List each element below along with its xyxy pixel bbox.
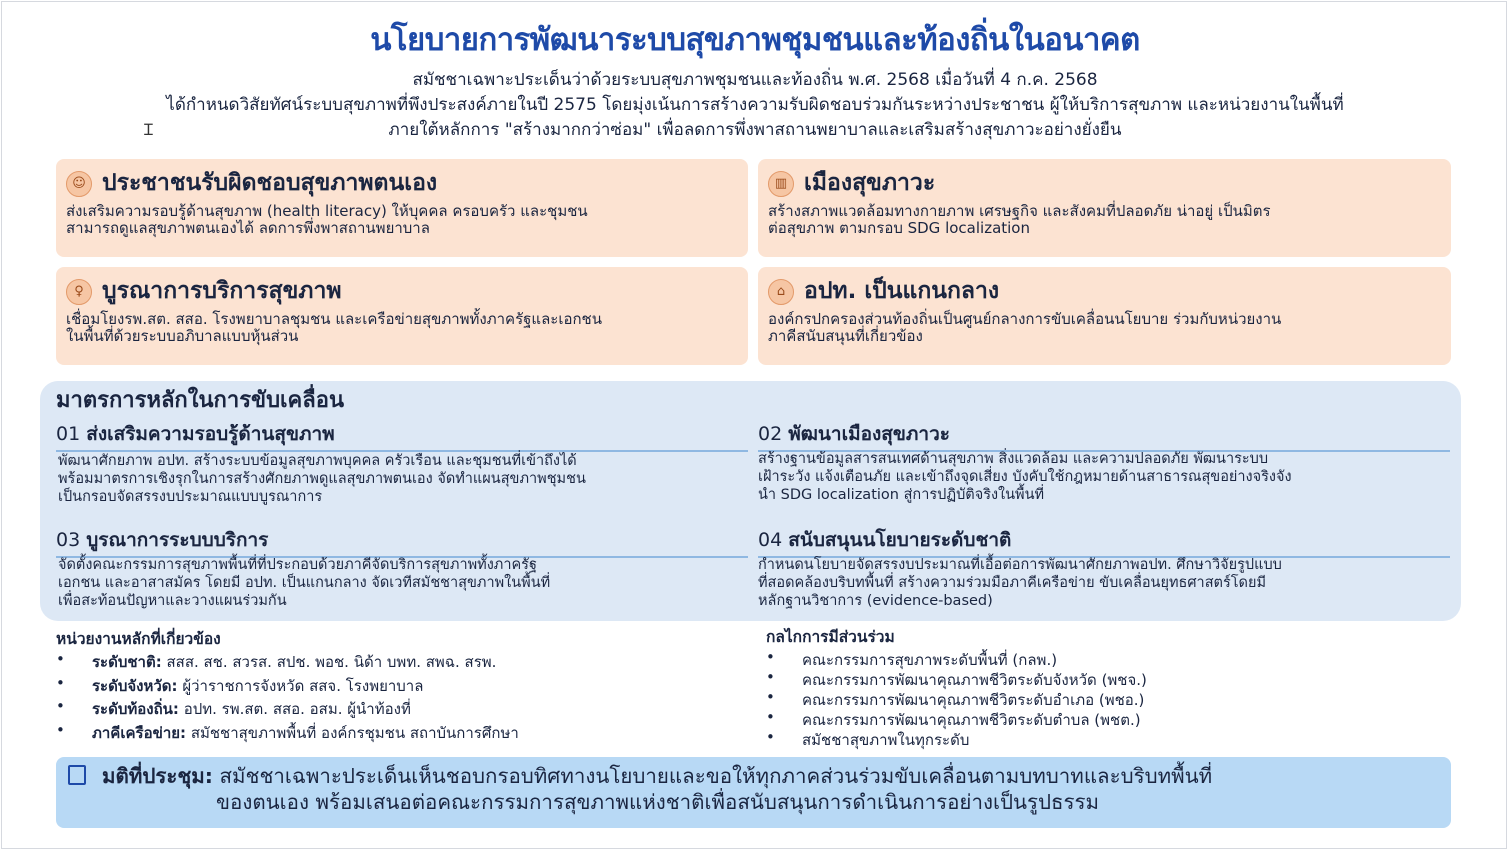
agency-members: สมัชชาสุขภาพพื้นที่ องค์กรชุมชน สถาบันการศึกษา — [190, 723, 519, 742]
list-item — [56, 650, 736, 674]
agency-members: อปท. รพ.สต. สสอ. อสม. ผู้นำท้องที่ — [183, 700, 411, 718]
mechanisms-list — [766, 648, 1446, 748]
pillar-desc-line: สามารถดูแลสุขภาพตนเองได้ ลดการพึ่งพาสถานพยาบาล — [66, 219, 430, 237]
page-title: นโยบายการพัฒนาระบบสุขภาพชุมชนและท้องถิ่นในอนาคต — [370, 22, 1140, 58]
measure-number: 03 — [56, 529, 81, 551]
pillar-desc-line: ต่อสุขภาพ ตามกรอบ SDG localization — [768, 219, 1030, 237]
people-icon: ☺ — [66, 171, 92, 197]
pillar-desc-line: สร้างสภาพแวดล้อมทางกายภาพ เศรษฐกิจ และสังคมที่ปลอดภัย น่าอยู่ เป็นมิตร — [768, 202, 1271, 220]
pillar-card-healthy-city — [758, 159, 1451, 257]
measure-heading-03 — [56, 525, 748, 558]
measure-number: 02 — [758, 423, 783, 445]
agency-level: ระดับชาติ: — [92, 653, 162, 671]
resolution-box — [56, 757, 1451, 828]
resolution-line-2: ของตนเอง พร้อมเสนอต่อคณะกรรมการสุขภาพแห่งชาติเพื่อสนับสนุนการดำเนินการอย่างเป็นรูปธรรม — [216, 790, 1100, 814]
agency-level: ระดับจังหวัด: — [92, 676, 178, 695]
measure-desc-line: สร้างฐานข้อมูลสารสนเทศด้านสุขภาพ สิ่งแวดล้อม และความปลอดภัย พัฒนาระบบ — [758, 451, 1269, 467]
resolution-line-1: สมัชชาเฉพาะประเด็นเห็นชอบกรอบทิศทางนโยบายและขอให้ทุกภาคส่วนร่วมขับเคลื่อนตามบทบาทและบริบทพื้นที่ — [219, 764, 1213, 788]
measure-desc-line: กำหนดนโยบายจัดสรรงบประมาณที่เอื้อต่อการพัฒนาศักยภาพอปท. ศึกษาวิจัยรูปแบบ — [758, 557, 1282, 573]
list-item — [56, 721, 736, 745]
mechanism-text: คณะกรรมการสุขภาพระดับพื้นที่ (กลพ.) — [802, 651, 1058, 669]
measure-desc-line: พัฒนาศักยภาพ อปท. สร้างระบบข้อมูลสุขภาพบุคคล ครัวเรือน และชุมชนที่เข้าถึงได้ — [58, 453, 577, 469]
bullet-icon: • — [766, 728, 775, 746]
mechanism-text: สมัชชาสุขภาพในทุกระดับ — [802, 731, 970, 749]
mechanism-text: คณะกรรมการพัฒนาคุณภาพชีวิตระดับตำบล (พชต.) — [802, 711, 1141, 729]
measure-desc-04 — [758, 556, 1282, 610]
government-building-icon: ⌂ — [768, 279, 794, 305]
resolution-text — [102, 763, 1212, 815]
pillar-desc — [66, 203, 588, 237]
subtitle-line-3: ภายใต้หลักการ "สร้างมากกว่าซ่อม" เพื่อลดการพึ่งพาสถานพยาบาลและเสริมสร้างสุขภาวะอย่างยั่งยืน — [388, 120, 1122, 140]
subtitle-line-2: ได้กำหนดวิสัยทัศน์ระบบสุขภาพที่พึงประสงค์ภายในปี 2575 โดยมุ่งเน้นการสร้างความรับผิดชอบร่วมกันระหว่างประชาชน ผู้ให้บริการสุขภาพ และหน่วยงานในพื้นที่ — [166, 95, 1344, 115]
measure-desc-line: เอกชน และอาสาสมัคร โดยมี อปท. เป็นแกนกลาง จัดเวทีสมัชชาสุขภาพในพื้นที่ — [58, 575, 551, 591]
list-item — [766, 668, 1446, 688]
measure-desc-line: เป็นกรอบจัดสรรงบประมาณแบบบูรณาการ — [58, 489, 323, 505]
pillar-card-local-government — [758, 267, 1451, 365]
agency-level: ระดับท้องถิ่น: — [92, 700, 179, 718]
measure-desc-line: หลักฐานวิชาการ (evidence-based) — [758, 593, 993, 609]
bullet-icon: • — [766, 648, 775, 666]
list-item — [766, 728, 1446, 748]
bullet-icon: • — [766, 708, 775, 726]
pillar-card-people — [56, 159, 748, 257]
agencies-list — [56, 650, 736, 744]
measure-desc-line: เพื่อสะท้อนปัญหาและวางแผนร่วมกัน — [58, 593, 287, 609]
mechanism-text: คณะกรรมการพัฒนาคุณภาพชีวิตระดับอำเภอ (พชอ.) — [802, 691, 1145, 709]
pillar-desc-line: ในพื้นที่ด้วยระบบอภิบาลแบบหุ้นส่วน — [66, 327, 299, 345]
pillar-title: ประชาชนรับผิดชอบสุขภาพตนเอง — [102, 170, 438, 196]
measure-label: บูรณาการระบบบริการ — [86, 529, 269, 551]
agency-level: ภาคีเครือข่าย: — [92, 723, 187, 742]
pillar-title: บูรณาการบริการสุขภาพ — [102, 278, 342, 304]
agency-members: สสส. สช. สวรส. สปช. พอช. นิด้า บพท. สพฉ. สรพ. — [166, 653, 497, 671]
note-icon — [68, 765, 86, 785]
list-item — [56, 697, 736, 721]
measure-desc-03 — [58, 556, 550, 610]
measure-desc-01 — [58, 452, 586, 506]
measure-heading-01 — [56, 419, 748, 452]
bullet-icon: • — [766, 688, 775, 706]
bullet-icon: • — [766, 668, 775, 686]
measure-label: สนับสนุนนโยบายระดับชาติ — [788, 529, 1012, 551]
text-cursor-icon: Ɪ — [144, 120, 153, 139]
pillar-desc-line: ส่งเสริมความรอบรู้ด้านสุขภาพ (health literacy) ให้บุคคล ครอบครัว และชุมชน — [66, 202, 588, 220]
pillar-desc-line: ภาคีสนับสนุนที่เกี่ยวข้อง — [768, 327, 923, 345]
pillar-desc — [66, 311, 602, 345]
bullet-icon: • — [56, 673, 65, 692]
measure-label: พัฒนาเมืองสุขภาวะ — [788, 423, 950, 445]
pillar-desc — [768, 203, 1271, 237]
measure-label: ส่งเสริมความรอบรู้ด้านสุขภาพ — [86, 423, 335, 445]
measures-title: มาตรการหลักในการขับเคลื่อน — [56, 388, 344, 413]
list-item — [56, 674, 736, 698]
measure-heading-04 — [758, 525, 1450, 558]
bullet-icon: • — [56, 697, 65, 715]
subtitle-line-1: สมัชชาเฉพาะประเด็นว่าด้วยระบบสุขภาพชุมชนและท้องถิ่น พ.ศ. 2568 เมื่อวันที่ 4 ก.ค. 2568 — [412, 70, 1098, 90]
measure-desc-line: จัดตั้งคณะกรรมการสุขภาพพื้นที่ที่ประกอบด้วยภาคีจัดบริการสุขภาพทั้งภาครัฐ — [58, 557, 537, 573]
measure-desc-line: ที่สอดคล้องบริบทพื้นที่ สร้างความร่วมมือภาคีเครือข่าย ขับเคลื่อนยุทธศาสตร์โดยมี — [758, 575, 1267, 591]
pillar-desc-line: เชื่อมโยงรพ.สต. สสอ. โรงพยาบาลชุมชน และเครือข่ายสุขภาพทั้งภาครัฐและเอกชน — [66, 310, 602, 328]
lightbulb-icon: ♀ — [66, 279, 92, 305]
bullet-icon: • — [56, 650, 65, 668]
bullet-icon: • — [56, 720, 65, 739]
pillar-desc — [768, 311, 1281, 345]
pillar-card-integrated-service — [56, 267, 748, 365]
agency-members: ผู้ว่าราชการจังหวัด สสจ. โรงพยาบาล — [182, 676, 424, 695]
city-icon: ▥ — [768, 171, 794, 197]
mechanism-text: คณะกรรมการพัฒนาคุณภาพชีวิตระดับจังหวัด (พชจ.) — [802, 671, 1147, 689]
pillar-title: อปท. เป็นแกนกลาง — [804, 278, 1000, 304]
measure-desc-line: นำ SDG localization สู่การปฏิบัติจริงในพื้นที่ — [758, 487, 1045, 503]
pillar-desc-line: องค์กรปกครองส่วนท้องถิ่นเป็นศูนย์กลางการขับเคลื่อนนโยบาย ร่วมกับหน่วยงาน — [768, 310, 1282, 328]
agencies-title: หน่วยงานหลักที่เกี่ยวข้อง — [56, 630, 221, 648]
measure-number: 01 — [56, 423, 81, 445]
list-item — [766, 648, 1446, 668]
measure-desc-line: พร้อมมาตรการเชิงรุกในการสร้างศักยภาพดูแลสุขภาพตนเอง จัดทำแผนสุขภาพชุมชน — [58, 471, 586, 487]
mechanisms-title: กลไกการมีส่วนร่วม — [766, 628, 895, 646]
list-item — [766, 688, 1446, 708]
list-item — [766, 708, 1446, 728]
measure-desc-line: เฝ้าระวัง แจ้งเตือนภัย และเข้าถึงจุดเสี่ยง บังคับใช้กฎหมายด้านสาธารณสุขอย่างจริงจัง — [758, 469, 1292, 485]
measure-desc-02 — [758, 450, 1292, 504]
pillar-title: เมืองสุขภาวะ — [804, 170, 936, 196]
resolution-label: มติที่ประชุม: — [102, 764, 213, 788]
measure-heading-02 — [758, 419, 1450, 452]
measure-number: 04 — [758, 529, 783, 551]
